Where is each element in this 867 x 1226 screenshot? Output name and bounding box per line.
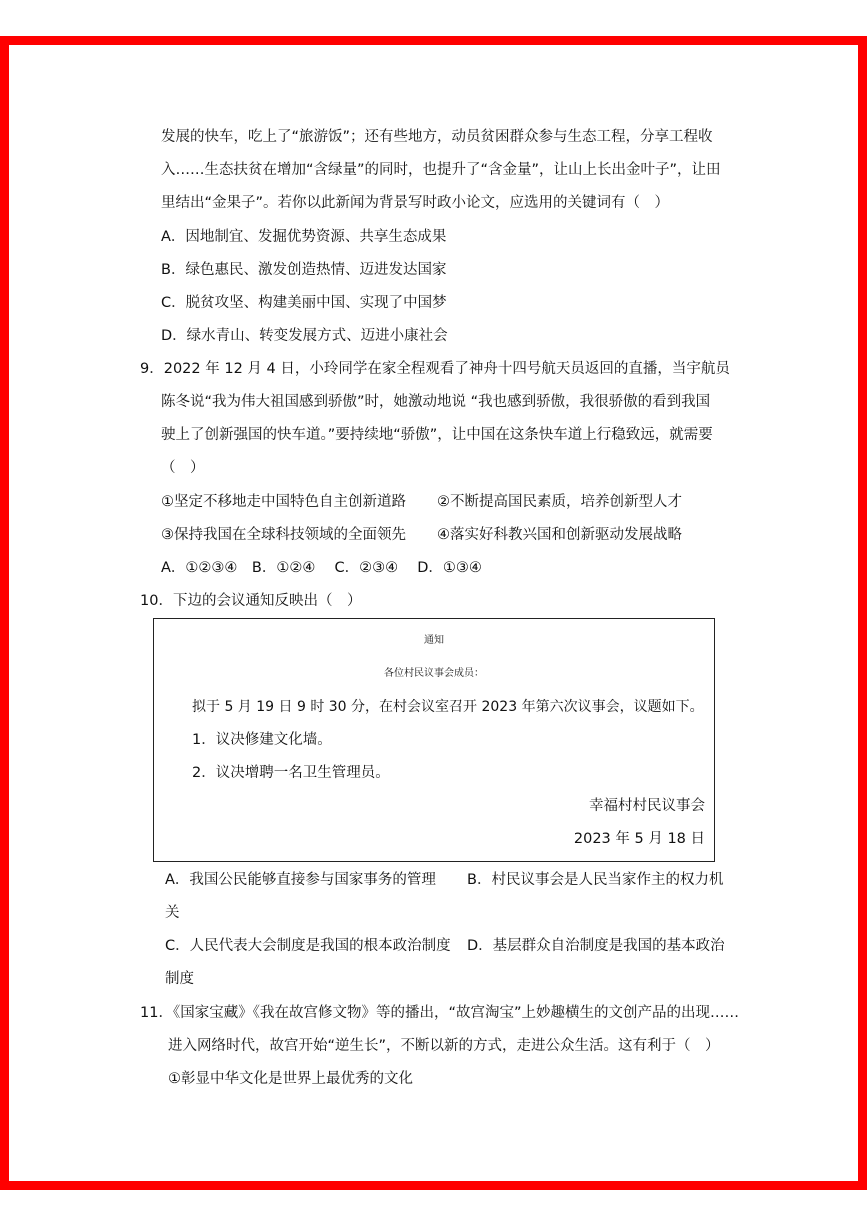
meeting-notice-box: [153, 618, 715, 862]
q11-stem-line-1: 11．《国家宝藏》《我在故宫修文物》等的播出，“故宫淘宝”上妙趣横生的文创产品的出现……: [140, 1005, 739, 1021]
notice-item-2: 2．议决增聘一名卫生管理员。: [192, 765, 390, 781]
q10-option-b: B．村民议事会是人民当家作主的权力机: [467, 872, 724, 888]
q8-stem-line-3: 里结出“金果子”。若你以此新闻为背景写时政小论文，应选用的关键词有（ ）: [161, 195, 670, 211]
notice-item-1: 1．议决修建文化墙。: [192, 732, 332, 748]
q9-item-3: ③保持我国在全球科技领域的全面领先: [161, 527, 406, 543]
q9-item-2: ②不断提高国民素质，培养创新型人才: [437, 494, 682, 510]
q8-option-a: A．因地制宜、发掘优势资源、共享生态成果: [161, 229, 447, 245]
notice-title: 通知: [424, 635, 444, 646]
q10-option-d: D．基层群众自治制度是我国的基本政治: [467, 938, 725, 954]
q8-option-b: B．绿色惠民、激发创造热情、迈进发达国家: [161, 262, 447, 278]
q9-item-1: ①坚定不移地走中国特色自主创新道路: [161, 494, 406, 510]
q9-item-4: ④落实好科教兴国和创新驱动发展战略: [437, 527, 682, 543]
q8-option-d: D．绿水青山、转变发展方式、迈进小康社会: [161, 328, 448, 344]
q9-stem-line-1: 9．2022 年 12 月 4 日，小玲同学在家全程观看了神舟十四号航天员返回的直播，当宇航员: [140, 361, 730, 377]
notice-date: 2023 年 5 月 18 日: [573, 831, 705, 847]
q8-stem-line-2: 入……生态扶贫在增加“含绿量”的同时，也提升了“含金量”，让山上长出金叶子”，让田: [161, 162, 721, 178]
q10-option-a: A．我国公民能够直接参与国家事务的管理: [165, 872, 436, 888]
q10-stem: 10．下边的会议通知反映出（ ）: [140, 593, 362, 609]
q10-option-d-cont: 制度: [165, 971, 194, 987]
q9-stem-line-4: （ ）: [161, 460, 205, 476]
q11-stem-line-2: 进入网络时代，故宫开始“逆生长”，不断以新的方式，走进公众生活。这有利于（ ）: [168, 1038, 720, 1054]
q8-stem-line-1: 发展的快车，吃上了“旅游饭”；还有些地方，动员贫困群众参与生态工程，分享工程收: [161, 129, 713, 145]
q9-stem-line-2: 陈冬说“我为伟大祖国感到骄傲”时，她激动地说 “我也感到骄傲，我很骄傲的看到我国: [161, 394, 711, 410]
q9-choices: A．①②③④ B．①②④ C．②③④ D．①③④: [161, 560, 482, 576]
notice-body: 拟于 5 月 19 日 9 时 30 分，在村会议室召开 2023 年第六次议事会，议题如下。: [192, 699, 704, 715]
q11-item-1: ①彰显中华文化是世界上最优秀的文化: [168, 1071, 413, 1087]
q9-stem-line-3: 驶上了创新强国的快车道。”要持续地“骄傲”，让中国在这条快车道上行稳致远，就需要: [161, 427, 713, 443]
notice-salutation: 各位村民议事会成员：: [384, 668, 484, 679]
q10-option-c: C．人民代表大会制度是我国的根本政治制度: [165, 938, 451, 954]
q10-option-b-cont: 关: [165, 905, 180, 921]
q8-option-c: C．脱贫攻坚、构建美丽中国、实现了中国梦: [161, 295, 447, 311]
notice-signature: 幸福村村民议事会: [589, 798, 705, 814]
